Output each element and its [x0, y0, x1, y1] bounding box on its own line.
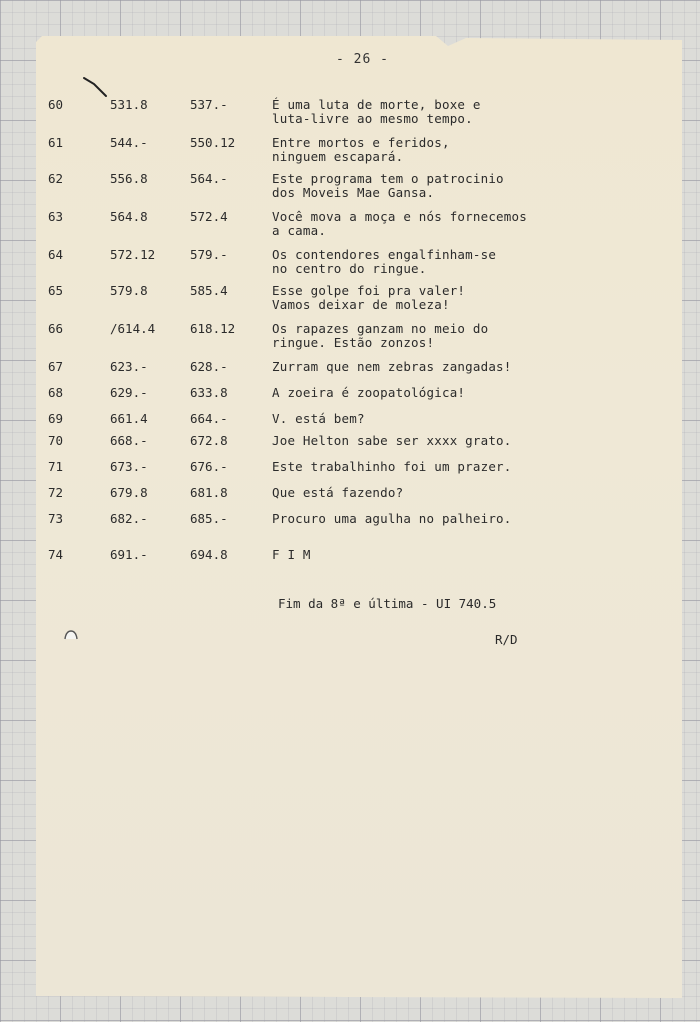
cue-time-out: 685.-	[190, 511, 228, 526]
cue-time-out: 694.8	[190, 547, 228, 562]
cue-text: Entre mortos e feridos, ninguem escapará.	[272, 135, 450, 164]
cue-number: 71	[48, 459, 64, 474]
cue-text: F I M	[272, 547, 311, 562]
cue-time-out: 681.8	[190, 485, 228, 500]
cue-time-out: 664.-	[190, 411, 228, 426]
cue-time-in: /614.4	[110, 321, 156, 336]
cue-time-in: 579.8	[110, 283, 148, 298]
cue-time-out: 550.12	[190, 135, 236, 150]
cue-time-out: 585.4	[190, 283, 228, 298]
cue-text: V. está bem?	[272, 411, 365, 426]
cue-text: Você mova a moça e nós fornecemos a cama.	[272, 209, 527, 238]
cue-text: A zoeira é zoopatológica!	[272, 385, 466, 400]
cue-time-in: 661.4	[110, 411, 148, 426]
cue-number: 63	[48, 209, 64, 224]
punch-hole-icon	[64, 630, 78, 640]
cue-number: 74	[48, 547, 64, 562]
cue-number: 70	[48, 433, 64, 448]
typist-initials: R/D	[495, 632, 518, 647]
cue-number: 62	[48, 171, 64, 186]
cue-time-in: 673.-	[110, 459, 148, 474]
cue-text: Joe Helton sabe ser xxxx grato.	[272, 433, 512, 448]
cue-time-out: 572.4	[190, 209, 228, 224]
cue-time-out: 618.12	[190, 321, 236, 336]
cue-text: Esse golpe foi pra valer! Vamos deixar de moleza!	[272, 283, 466, 312]
cue-text: Zurram que nem zebras zangadas!	[272, 359, 512, 374]
pencil-mark-icon	[82, 74, 112, 100]
cue-time-out: 537.-	[190, 97, 228, 112]
closing-note: Fim da 8ª e última - UI 740.5	[278, 596, 497, 611]
cue-number: 72	[48, 485, 64, 500]
cue-text: Procuro uma agulha no palheiro.	[272, 511, 512, 526]
cue-number: 60	[48, 97, 64, 112]
cue-time-in: 572.12	[110, 247, 156, 262]
cue-time-in: 556.8	[110, 171, 148, 186]
cue-time-out: 672.8	[190, 433, 228, 448]
cue-number: 61	[48, 135, 64, 150]
cue-time-out: 579.-	[190, 247, 228, 262]
cue-time-out: 676.-	[190, 459, 228, 474]
cue-text: Os rapazes ganzam no meio do ringue. Estão zonzos!	[272, 321, 489, 350]
cue-time-out: 628.-	[190, 359, 228, 374]
cue-time-in: 544.-	[110, 135, 148, 150]
cue-number: 73	[48, 511, 64, 526]
cue-time-out: 564.-	[190, 171, 228, 186]
cue-text: É uma luta de morte, boxe e luta-livre ao mesmo tempo.	[272, 97, 481, 126]
page-number: - 26 -	[336, 52, 389, 67]
cue-time-in: 531.8	[110, 97, 148, 112]
cue-number: 68	[48, 385, 64, 400]
cue-text: Que está fazendo?	[272, 485, 404, 500]
cue-time-in: 679.8	[110, 485, 148, 500]
cue-text: Este trabalhinho foi um prazer.	[272, 459, 512, 474]
cue-time-out: 633.8	[190, 385, 228, 400]
cue-time-in: 691.-	[110, 547, 148, 562]
cue-time-in: 564.8	[110, 209, 148, 224]
cue-text: Este programa tem o patrocinio dos Moveis Mae Gansa.	[272, 171, 504, 200]
cue-number: 65	[48, 283, 64, 298]
cue-number: 67	[48, 359, 64, 374]
cue-number: 64	[48, 247, 64, 262]
cue-number: 69	[48, 411, 64, 426]
cue-text: Os contendores engalfinham-se no centro do ringue.	[272, 247, 497, 276]
cue-time-in: 623.-	[110, 359, 148, 374]
cue-number: 66	[48, 321, 64, 336]
cue-time-in: 668.-	[110, 433, 148, 448]
cue-time-in: 629.-	[110, 385, 148, 400]
cue-time-in: 682.-	[110, 511, 148, 526]
